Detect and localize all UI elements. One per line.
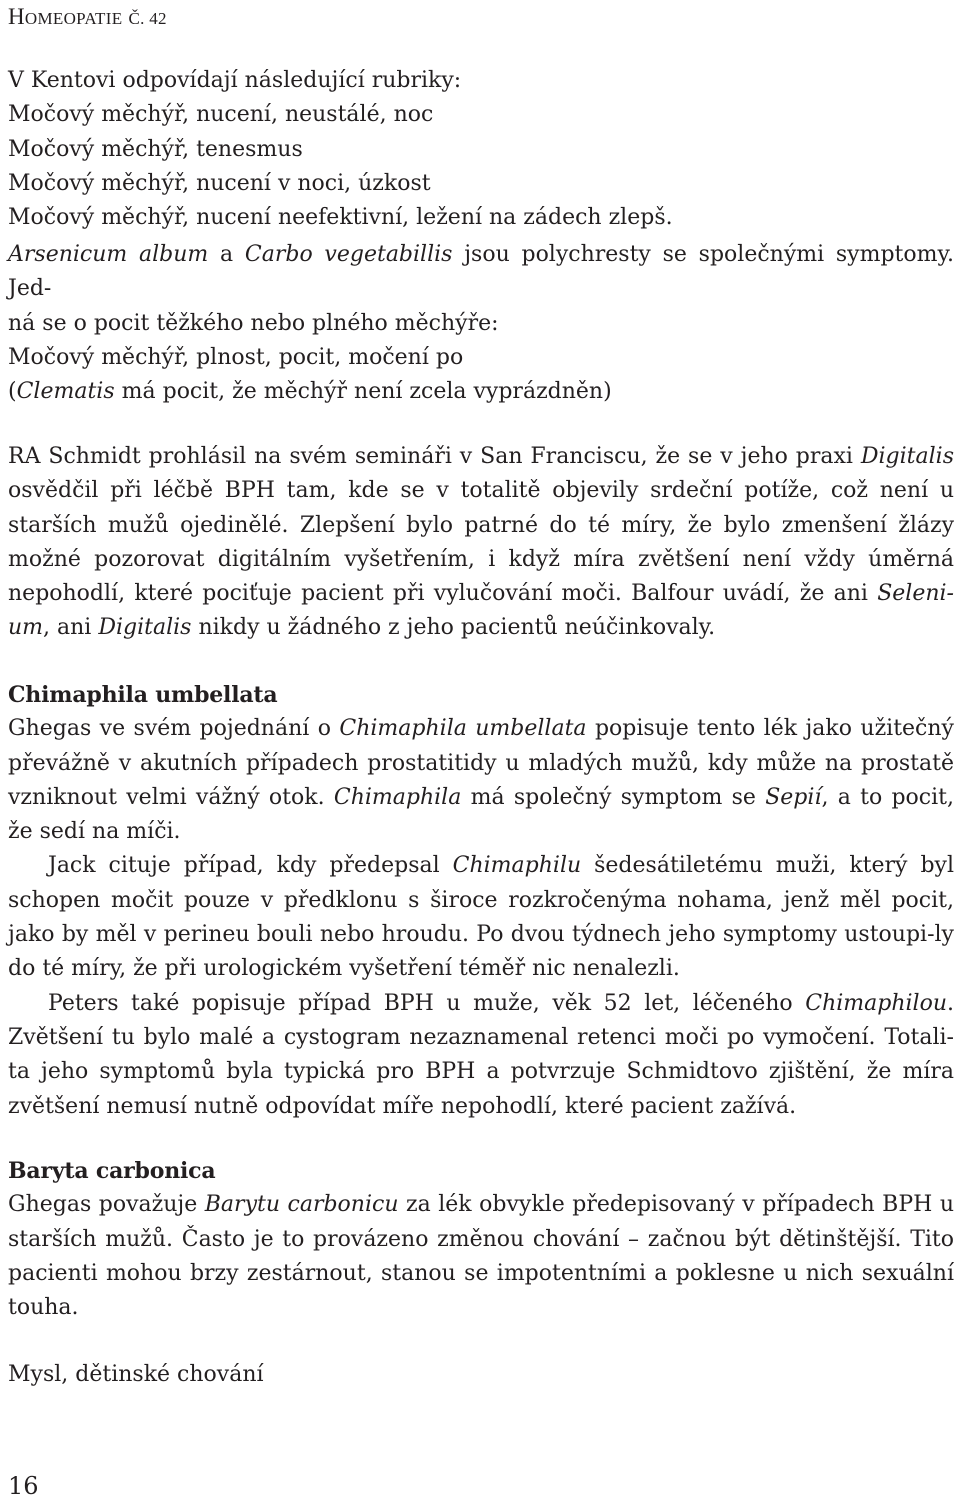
rubric-item: Močový měchýř, nucení neefektivní, ležení na zádech zlepš. [8, 205, 673, 231]
header-title: OMEOPATIE [24, 9, 123, 28]
section-heading: Chimaphila umbellata [8, 682, 278, 708]
header-initial: H [8, 4, 25, 29]
remedy-name: Arsenicum album [8, 242, 209, 267]
rubric-item: Močový měchýř, nucení v noci, úzkost [8, 170, 431, 196]
section-heading: Baryta carbonica [8, 1158, 216, 1184]
running-header [8, 4, 167, 30]
kent-rubrics [8, 64, 954, 235]
document-page [8, 0, 954, 1505]
rubric-item: Močový měchýř, plnost, pocit, močení po [8, 344, 464, 370]
remedy-name: Carbo vegetabillis [244, 242, 453, 267]
header-issue: Č. 42 [128, 9, 167, 28]
baryta-section: Baryta carbonica Ghegas považuje Barytu carbonicu za lék obvykle předepisovaný v případech BPH u starších mužů. Často je to provázeno změnou chování – začnou být dětinštější. Tito pacienti mohou brzy zestárnout, stanou se impotentními a poklesne u nich sexuální touha. [8, 1154, 954, 1325]
chimaphila-section: Chimaphila umbellata Ghegas ve svém pojednání o Chimaphila umbellata popisuje tento lék jako užitečný převážně v akutních případech prostatitidy u mladých mužů, kdy může na prostatě vzniknout velmi vážný otok. Chimaphila má společný symptom se Sepií, a to pocit, že sedí na míči. Jack cituje případ, kdy předepsal Chimaphilu šedesátiletému muži, který byl schopen močit pouze v předklonu s široce rozkročenýma nohama, jenž měl pocit, jako by měl v perineu bouli nebo hroudu. Po dvou týdnech jeho symptomy ustoupi-ly do té míry, že při urologickém vyšetření téměř nic nenalezli. Peters také popisuje případ BPH u muže, věk 52 let, léčeného Chimaphilou. Zvětšení tu bylo malé a cystogram nezaznamenal retenci moči po vymočení. Totali-ta jeho symptomů byla typická pro BPH a potvrzuje Schmidtovo zjištění, že míra zvětšení nemusí nutně odpovídat míře nepohodlí, které pacient zažívá. [8, 678, 954, 1124]
arsenicum-paragraph: Arsenicum album a Carbo vegetabillis jsou polychresty se společnými symptomy. Jed- ná se o pocit těžkého nebo plného měchýře: Močový měchýř, plnost, pocit, močení po (Clematis má pocit, že měchýř není zcela vyprázdněn) [8, 242, 955, 405]
rubric-item: Mysl, dětinské chování [8, 1362, 264, 1387]
final-rubric [8, 1358, 954, 1392]
rubrics-intro: V Kentovi odpovídají následující rubriky: [8, 68, 462, 93]
remedy-name: Clematis [16, 379, 115, 405]
schmidt-paragraph: RA Schmidt prohlásil na svém semináři v San Franciscu, že se v jeho praxi Digitalis osvědčil při léčbě BPH tam, kde se v totalitě objevily srdeční potíže, což není u starších mužů ojedinělé. Zlepšení bylo patrné do té míry, že bylo zmenšení žlázy možné pozorovat digitálním vyšetřením, i když míra zvětšení není vždy úměrná nepohodlí, které pociťuje pacient při vylučování moči. Balfour uvádí, že ani Seleni-um, ani Digitalis nikdy u žádného z jeho pacientů neúčinkovaly. [8, 444, 954, 641]
page-number: 16 [8, 1472, 39, 1500]
rubric-item: Močový měchýř, nucení, neustálé, noc [8, 102, 434, 128]
rubric-item: Močový měchýř, tenesmus [8, 136, 303, 162]
